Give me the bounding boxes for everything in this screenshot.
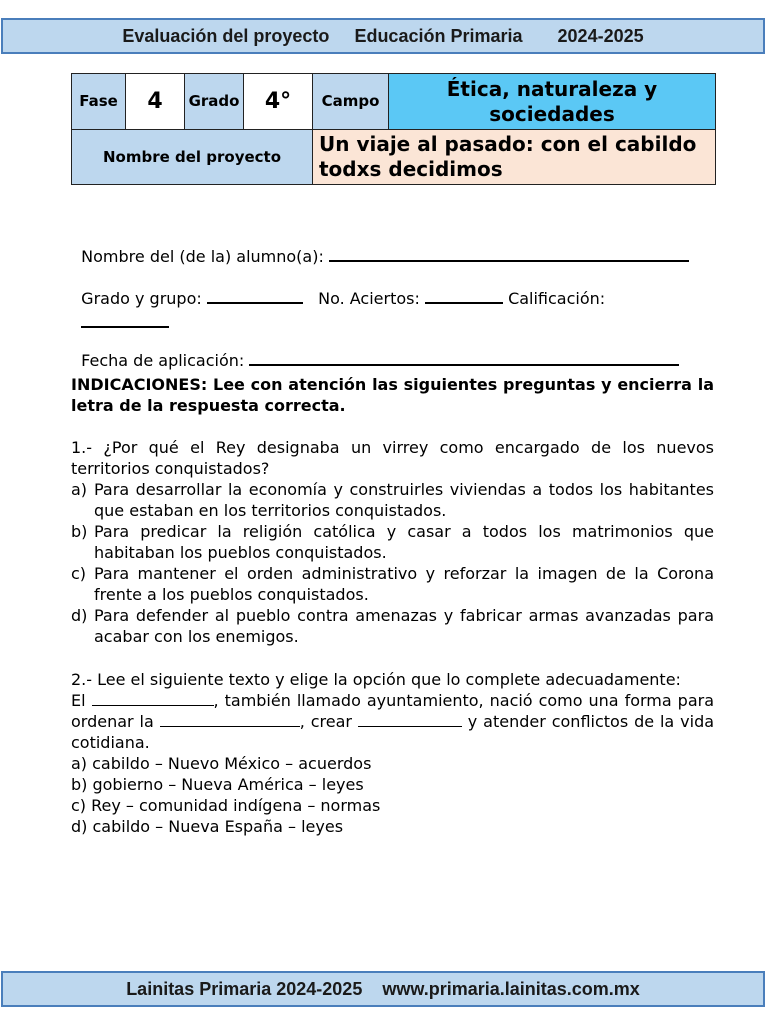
student-name-field[interactable] (329, 248, 689, 262)
campo-value: Ética, naturaleza y sociedades (389, 74, 716, 130)
option-1b[interactable]: b) Para predicar la religión católica y casar a todos los matrimonios que habitaban los pueblos conquistados. (71, 522, 714, 562)
fase-label: Fase (72, 74, 126, 130)
instructions: INDICACIONES: Lee con atención las siguientes preguntas y encierra la letra de la respuesta correcta. (71, 375, 714, 415)
fase-value: 4 (126, 74, 185, 130)
hits-label: No. Aciertos: (318, 289, 420, 308)
option-1a[interactable]: a) Para desarrollar la economía y construirles viviendas a todos los habitantes que estaban en los territorios conquistados. (71, 480, 714, 520)
campo-label: Campo (313, 74, 389, 130)
grado-value: 4° (244, 74, 313, 130)
date-row (71, 332, 679, 370)
blank-3[interactable] (358, 713, 462, 727)
footer-brand: Lainitas Primaria 2024-2025 (126, 978, 363, 999)
header-title: Evaluación del proyecto (122, 25, 330, 46)
option-2c[interactable]: c) Rey – comunidad indígena – normas (71, 796, 381, 815)
header-banner (1, 18, 765, 54)
blank-2[interactable] (160, 713, 300, 727)
project-name-label: Nombre del proyecto (72, 130, 313, 185)
footer-url[interactable]: www.primaria.lainitas.com.mx (382, 978, 640, 999)
option-2a[interactable]: a) cabildo – Nuevo México – acuerdos (71, 754, 372, 773)
project-info-table (71, 73, 716, 185)
question-2-options (71, 753, 714, 837)
question-1-text: 1.- ¿Por qué el Rey designaba un virrey como encargado de los nuevos territorios conquistados? (71, 438, 714, 478)
question-2-text: 2.- Lee el siguiente texto y elige la opción que lo complete adecuadamente: (71, 670, 681, 689)
score-label: Calificación: (508, 289, 606, 308)
score-field-row (71, 294, 169, 332)
student-name-row (71, 228, 689, 266)
question-2 (71, 669, 714, 837)
blank-1[interactable] (92, 692, 214, 706)
date-field[interactable] (249, 352, 679, 366)
grade-group-field[interactable] (207, 290, 303, 304)
question-1 (71, 437, 714, 647)
header-year: 2024-2025 (557, 25, 644, 46)
option-2d[interactable]: d) cabildo – Nueva España – leyes (71, 817, 344, 836)
grade-group-label: Grado y grupo: (81, 289, 202, 308)
question-2-passage: El , también llamado ayuntamiento, nació como una forma para ordenar la , crear y atender conflictos de la vida cotidiana. (71, 691, 715, 752)
score-field[interactable] (81, 314, 169, 328)
option-1c[interactable]: c) Para mantener el orden administrativo y reforzar la imagen de la Corona frente a los pueblos conquistados. (71, 564, 714, 604)
option-1d[interactable]: d) Para defender al pueblo contra amenazas y fabricar armas avanzadas para acabar con los enemigos. (71, 606, 714, 646)
footer-banner (1, 971, 765, 1007)
student-name-label: Nombre del (de la) alumno(a): (81, 247, 324, 266)
question-1-options (71, 479, 714, 647)
hits-field[interactable] (425, 290, 503, 304)
grado-label: Grado (185, 74, 244, 130)
header-level: Educación Primaria (354, 25, 523, 46)
date-label: Fecha de aplicación: (81, 351, 245, 370)
option-2b[interactable]: b) gobierno – Nueva América – leyes (71, 775, 364, 794)
project-name-value: Un viaje al pasado: con el cabildo todxs decidimos (313, 130, 716, 185)
